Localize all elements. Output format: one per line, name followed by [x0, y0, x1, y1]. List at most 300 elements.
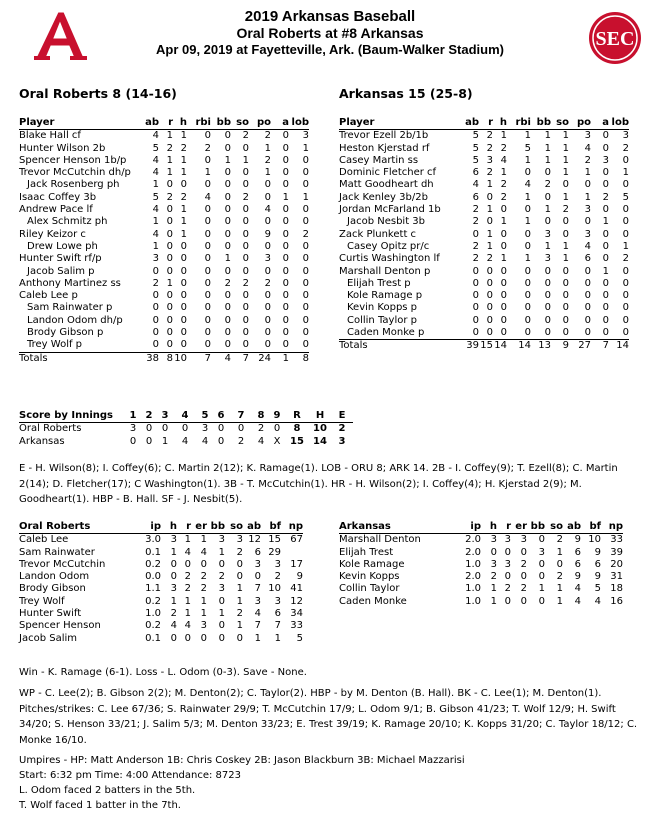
stat-cell: 4 — [594, 595, 601, 607]
stat-cell: 2 — [302, 228, 309, 240]
stat-cell: 0 — [264, 191, 271, 203]
col-header: h — [161, 521, 177, 534]
stat-cell: 3 — [218, 534, 225, 546]
stat-cell: 0 — [584, 290, 591, 302]
stat-cell: 2 — [242, 130, 249, 142]
col-header: so — [231, 117, 249, 130]
stat-cell: 0 — [472, 265, 479, 277]
stat-cell: 2 — [166, 191, 173, 203]
linescore-row — [19, 423, 353, 436]
stat-cell: 0 — [520, 595, 527, 607]
stat-cell: 1 — [264, 167, 271, 179]
total-cell: 27 — [578, 340, 591, 352]
stat-cell: 0 — [302, 265, 309, 277]
stat-cell: 0 — [282, 314, 289, 326]
stat-cell: 0 — [524, 314, 531, 326]
stat-cell: 0 — [524, 277, 531, 289]
stat-cell: 1 — [302, 191, 309, 203]
stat-cell: 3 — [584, 228, 591, 240]
stat-cell: 2.0 — [465, 534, 481, 546]
player-row — [19, 241, 309, 253]
stat-cell: 0 — [204, 314, 211, 326]
stat-cell: 1 — [166, 167, 173, 179]
stat-cell: 0 — [622, 228, 629, 240]
stat-cell: 3 — [486, 154, 493, 166]
stat-cell: 0 — [282, 154, 289, 166]
player-row — [19, 302, 309, 314]
stat-cell: 3 — [218, 583, 225, 595]
inning-score: 3 — [201, 423, 209, 435]
stat-cell: 0 — [180, 314, 187, 326]
player-name: Trey Wolf p — [19, 339, 137, 352]
umpires-line: Umpires - HP: Matt Anderson 1B: Chris Coskey 2B: Jason Blackburn 3B: Michael Mazzarisi — [19, 755, 465, 766]
pitcher-name: Trey Wolf — [19, 595, 65, 607]
stat-cell: 0 — [584, 302, 591, 314]
stat-cell: 0 — [224, 179, 231, 191]
stat-cell: 9 — [264, 228, 271, 240]
start-line: Start: 6:32 pm Time: 4:00 Attendance: 8723 — [19, 770, 241, 781]
pitcher-row — [19, 583, 303, 595]
stat-cell: 0 — [302, 253, 309, 265]
stat-cell: 1 — [556, 546, 563, 558]
away-pitching-table — [19, 521, 303, 645]
stat-cell: 0 — [218, 558, 225, 570]
stat-cell: 0 — [486, 314, 493, 326]
col-header: bf — [581, 521, 601, 534]
pitcher-name: Trevor McCutchin — [19, 558, 106, 570]
stat-cell: 1 — [544, 204, 551, 216]
stat-cell: 0 — [242, 167, 249, 179]
stat-cell: 0 — [289, 339, 309, 352]
total-cell: 38 — [146, 352, 159, 364]
stat-cell: 0 — [602, 228, 609, 240]
stat-cell: 1 — [584, 167, 591, 179]
stat-cell: 0 — [231, 339, 249, 352]
stat-cell: 0 — [282, 216, 289, 228]
total-cell: 15 — [480, 340, 493, 352]
pitcher-row — [19, 596, 303, 608]
stat-cell: 0 — [544, 191, 551, 203]
stat-cell: 1 — [500, 167, 507, 179]
stat-cell: 3 — [622, 130, 629, 142]
stat-cell: 0 — [591, 327, 609, 340]
col-header: Player — [19, 117, 137, 130]
header-row — [339, 521, 623, 534]
report-title: 2019 Arkansas Baseball — [244, 8, 416, 25]
col-header: a — [271, 117, 289, 130]
player-row — [339, 229, 629, 241]
stat-cell: 5 — [594, 583, 601, 595]
away-pitching-box — [19, 521, 303, 645]
stat-cell: 39 — [610, 546, 623, 558]
stat-cell: 0 — [184, 558, 191, 570]
stat-cell: 0 — [204, 290, 211, 302]
stat-cell: 0 — [302, 277, 309, 289]
stat-cell: 0 — [242, 179, 249, 191]
linescore-header — [19, 410, 353, 423]
stat-cell: 0 — [204, 204, 211, 216]
stat-cell: 0 — [504, 595, 511, 607]
stat-cell: 0 — [602, 253, 609, 265]
faced-note-1: L. Odom faced 2 batters in the 5th. — [19, 785, 196, 796]
stat-cell: 5 — [472, 154, 479, 166]
stat-cell: 0 — [602, 240, 609, 252]
stat-cell: 0 — [264, 314, 271, 326]
stat-cell: 0 — [500, 277, 507, 289]
stat-cell: 0 — [457, 327, 479, 340]
player-row — [19, 204, 309, 216]
stat-cell: 2 — [200, 571, 207, 583]
player-name: Caleb Lee p — [19, 290, 78, 302]
header-row — [19, 117, 309, 130]
col-header: bb — [527, 521, 545, 534]
stat-cell: 0 — [180, 240, 187, 252]
stat-cell: 0 — [264, 240, 271, 252]
stat-cell: 4 — [184, 620, 191, 632]
stat-cell: 0 — [166, 290, 173, 302]
pitcher-name: Kevin Kopps — [339, 571, 400, 583]
pitcher-name: Sam Rainwater — [19, 546, 95, 558]
stat-cell: 1 — [562, 191, 569, 203]
matchup-title: Oral Roberts at #8 Arkansas — [236, 25, 424, 41]
stat-cell: 1 — [224, 154, 231, 166]
stat-cell: 4 — [472, 179, 479, 191]
player-row — [19, 167, 309, 179]
player-name: Sam Rainwater p — [27, 302, 113, 314]
stat-cell: 2 — [486, 130, 493, 142]
stat-cell: 5 — [152, 142, 159, 154]
stat-cell: 0 — [302, 167, 309, 179]
stat-cell: 0 — [500, 240, 507, 252]
player-name: Alex Schmitz ph — [27, 216, 108, 228]
stat-cell: 2 — [170, 608, 177, 620]
stat-cell: 0 — [242, 302, 249, 314]
player-name: Andrew Pace lf — [19, 204, 93, 216]
col-header: bb — [211, 117, 231, 130]
player-row — [339, 278, 629, 290]
pitcher-row — [339, 534, 623, 547]
stat-cell: 2.0 — [465, 546, 481, 558]
stat-cell: 1 — [200, 608, 207, 620]
stat-cell: 1.0 — [145, 608, 161, 620]
stat-cell: 0 — [584, 314, 591, 326]
home-batting-box — [339, 117, 629, 353]
stat-cell: 7 — [274, 620, 281, 632]
stat-cell: 0 — [204, 240, 211, 252]
stat-cell: 2 — [500, 179, 507, 191]
stat-cell: 0 — [622, 216, 629, 228]
player-name: Blake Hall cf — [19, 130, 81, 142]
player-name: Trevor Ezell 2b/1b — [339, 130, 429, 142]
player-row — [19, 192, 309, 204]
stat-cell: 0 — [242, 204, 249, 216]
stat-cell: 1 — [486, 228, 493, 240]
stat-cell: 15 — [268, 534, 281, 546]
player-name: Brody Gibson p — [27, 327, 104, 339]
stat-cell: 16 — [610, 595, 623, 607]
stat-cell: 1 — [180, 130, 187, 142]
col-header: h — [173, 117, 187, 130]
stat-cell: 2 — [504, 583, 511, 595]
stat-cell: 2 — [264, 154, 271, 166]
stat-cell: 2 — [264, 130, 271, 142]
stat-cell: 0 — [504, 571, 511, 583]
stat-cell: 0 — [602, 142, 609, 154]
stat-cell: 3 — [504, 558, 511, 570]
total-cell: 14 — [518, 340, 531, 352]
player-row — [19, 315, 309, 327]
stat-cell: 0 — [520, 571, 527, 583]
total-h: 14 — [313, 435, 327, 447]
stat-cell: 4 — [500, 154, 507, 166]
stat-cell: 0 — [584, 216, 591, 228]
pitcher-name: Hunter Swift — [19, 608, 82, 620]
player-name: Anthony Martinez ss — [19, 277, 121, 289]
stat-cell: 10 — [268, 583, 281, 595]
stat-cell: 2 — [242, 277, 249, 289]
total-cell: 4 — [224, 352, 231, 364]
stat-cell: 0 — [242, 253, 249, 265]
stat-cell: 6 — [472, 191, 479, 203]
stat-cell: 0 — [218, 620, 225, 632]
stat-cell: 1 — [166, 130, 173, 142]
stat-cell: 0 — [224, 302, 231, 314]
player-name: Casey Martin ss — [339, 154, 419, 166]
col-header: bb — [531, 117, 551, 130]
stat-cell: 9 — [594, 571, 601, 583]
stat-cell: 3 — [520, 534, 527, 546]
player-name: Trevor McCutchin dh/p — [19, 167, 131, 179]
report-header — [0, 8, 660, 58]
stat-cell: 5 — [296, 632, 303, 644]
col-header: rbi — [187, 117, 211, 130]
stat-cell: 0 — [302, 302, 309, 314]
stat-cell: 1 — [556, 595, 563, 607]
player-row — [19, 155, 309, 167]
stat-cell: 2 — [486, 142, 493, 154]
player-name: Kevin Kopps p — [347, 302, 418, 314]
stat-cell: 5 — [472, 142, 479, 154]
stat-cell: 0 — [544, 302, 551, 314]
stat-cell: 0 — [152, 314, 159, 326]
pitcher-row — [19, 571, 303, 583]
player-name: Jacob Nesbit 3b — [347, 216, 425, 228]
stat-cell: 2 — [236, 546, 243, 558]
stat-cell: 0 — [493, 327, 507, 340]
player-row — [19, 327, 309, 339]
stat-cell: 0 — [180, 302, 187, 314]
stat-cell: 0 — [242, 290, 249, 302]
player-row — [19, 253, 309, 265]
player-name: Casey Opitz pr/c — [347, 240, 430, 252]
stat-cell: 0 — [282, 130, 289, 142]
stat-cell: 0 — [264, 302, 271, 314]
stat-cell: 2 — [274, 571, 281, 583]
player-name: Zack Plunkett c — [339, 228, 417, 240]
stat-cell: 1 — [524, 216, 531, 228]
total-cell: 14 — [616, 340, 629, 352]
inning-score: 0 — [129, 435, 137, 447]
player-name: Elijah Trest p — [347, 277, 411, 289]
stat-cell: 0 — [490, 546, 497, 558]
stat-cell: 0 — [562, 228, 569, 240]
stat-cell: 0 — [224, 191, 231, 203]
stat-cell: 0 — [204, 302, 211, 314]
stat-cell: 2 — [556, 571, 563, 583]
stat-cell: 0 — [170, 558, 177, 570]
stat-cell: 3 — [200, 620, 207, 632]
col-header: so — [551, 117, 569, 130]
stat-cell: 1 — [218, 608, 225, 620]
stat-cell: 1 — [556, 583, 563, 595]
col-header: lob — [289, 117, 309, 130]
stat-cell: 1 — [152, 216, 159, 228]
pitcher-name: Caleb Lee — [19, 534, 69, 546]
total-cell: 14 — [494, 340, 507, 352]
stat-cell: 0 — [584, 179, 591, 191]
stat-cell: 0 — [602, 204, 609, 216]
player-row — [19, 216, 309, 228]
score-by-innings — [19, 410, 353, 448]
player-row — [339, 167, 629, 179]
stat-cell: 4 — [184, 546, 191, 558]
inning-header: 3 — [157, 410, 173, 423]
player-row — [19, 278, 309, 290]
stat-cell: 6 — [574, 546, 581, 558]
stat-cell: 4 — [584, 142, 591, 154]
stat-cell: 0 — [211, 339, 231, 352]
total-e: 2 — [338, 423, 346, 435]
pitcher-name: Spencer Henson — [19, 620, 101, 632]
stat-cell: 2 — [166, 142, 173, 154]
stat-cell: 4 — [524, 179, 531, 191]
stat-cell: 1.0 — [465, 583, 481, 595]
col-header: h — [493, 117, 507, 130]
pitcher-row — [339, 547, 623, 559]
stat-cell: 2 — [472, 204, 479, 216]
total-cell: 7 — [204, 352, 211, 364]
stat-cell: 0.1 — [145, 632, 161, 644]
stat-cell: 0.0 — [145, 571, 161, 583]
col-header: bb — [207, 521, 225, 534]
stat-cell: 2 — [500, 191, 507, 203]
stat-cell: 1 — [180, 154, 187, 166]
stat-cell: 2 — [472, 216, 479, 228]
stat-cell: 0 — [166, 253, 173, 265]
stat-cell: 0 — [622, 290, 629, 302]
stat-cell: 0 — [166, 204, 173, 216]
stat-cell: 0 — [224, 327, 231, 339]
stat-cell: 1 — [204, 167, 211, 179]
stat-cell: 0 — [602, 179, 609, 191]
stat-cell: 41 — [290, 583, 303, 595]
stat-cell: 0 — [500, 228, 507, 240]
stat-cell: 0 — [500, 265, 507, 277]
stat-cell: 0 — [282, 228, 289, 240]
stat-cell: 3 — [504, 534, 511, 546]
stat-cell: 0 — [556, 558, 563, 570]
stat-cell: 1 — [602, 265, 609, 277]
inning-header: 5 — [197, 410, 213, 423]
stat-cell: 0 — [486, 265, 493, 277]
stat-cell: 2 — [264, 277, 271, 289]
stat-cell: 1 — [486, 240, 493, 252]
stat-cell: 4 — [200, 546, 207, 558]
player-row — [339, 327, 629, 340]
inning-score: 2 — [257, 423, 265, 435]
total-cell: 7 — [242, 352, 249, 364]
stat-cell: 2 — [184, 571, 191, 583]
inning-header: 6 — [213, 410, 229, 423]
stat-cell: 0 — [204, 179, 211, 191]
stat-cell: 0 — [218, 632, 225, 644]
stat-cell: 0 — [507, 327, 531, 340]
stat-cell: 2 — [562, 204, 569, 216]
player-name: Landon Odom dh/p — [27, 314, 123, 326]
player-name: Dominic Fletcher cf — [339, 167, 437, 179]
player-row — [19, 179, 309, 191]
stat-cell: 0 — [282, 265, 289, 277]
stat-cell: 1 — [562, 240, 569, 252]
inning-score: 0 — [161, 423, 169, 435]
total-h: 10 — [313, 423, 327, 435]
stat-cell: 2 — [486, 253, 493, 265]
stat-cell: 2 — [200, 583, 207, 595]
stat-cell: 0 — [187, 339, 211, 352]
stat-cell: 0 — [236, 558, 243, 570]
stat-cell: 0 — [271, 339, 289, 352]
inning-score: 0 — [217, 423, 225, 435]
stat-cell: 0 — [531, 327, 551, 340]
decision-line: Win - K. Ramage (6-1). Loss - L. Odom (0-3). Save - None. — [19, 667, 307, 678]
stat-cell: 0 — [224, 290, 231, 302]
stat-cell: 0 — [562, 265, 569, 277]
stat-cell: 0 — [166, 314, 173, 326]
stat-cell: 0 — [524, 204, 531, 216]
stat-cell: 1 — [602, 216, 609, 228]
pitcher-name: Caden Monke — [339, 595, 407, 607]
stat-cell: 2 — [204, 142, 211, 154]
total-cell: 13 — [538, 340, 551, 352]
away-batting-table — [19, 117, 309, 365]
stat-cell: 1 — [264, 142, 271, 154]
col-header: po — [569, 117, 591, 130]
rhe-header: H — [309, 410, 331, 423]
stat-cell: 3 — [264, 253, 271, 265]
stat-cell: 0 — [152, 265, 159, 277]
stat-cell: 0 — [584, 277, 591, 289]
pitcher-row — [19, 547, 303, 559]
pitcher-name: Kole Ramage — [339, 558, 405, 570]
player-name: Riley Keizor c — [19, 228, 86, 240]
stat-cell: 1 — [500, 253, 507, 265]
stat-cell: 3 — [254, 558, 261, 570]
stat-cell: 4 — [254, 608, 261, 620]
inning-score: 0 — [217, 435, 225, 447]
stat-cell: 0 — [562, 290, 569, 302]
col-header: bf — [261, 521, 281, 534]
player-name: Caden Monke p — [339, 327, 457, 340]
stat-cell: 3 — [544, 253, 551, 265]
player-name: Collin Taylor p — [347, 314, 417, 326]
date-venue: Apr 09, 2019 at Fayetteville, Ark. (Baum-Walker Stadium) — [156, 42, 504, 57]
col-header: r — [159, 117, 173, 130]
stat-cell: 0 — [180, 265, 187, 277]
home-pitching-table — [339, 521, 623, 608]
col-header: Oral Roberts — [19, 521, 139, 534]
stat-cell: 0 — [264, 265, 271, 277]
stat-cell: 0 — [472, 228, 479, 240]
